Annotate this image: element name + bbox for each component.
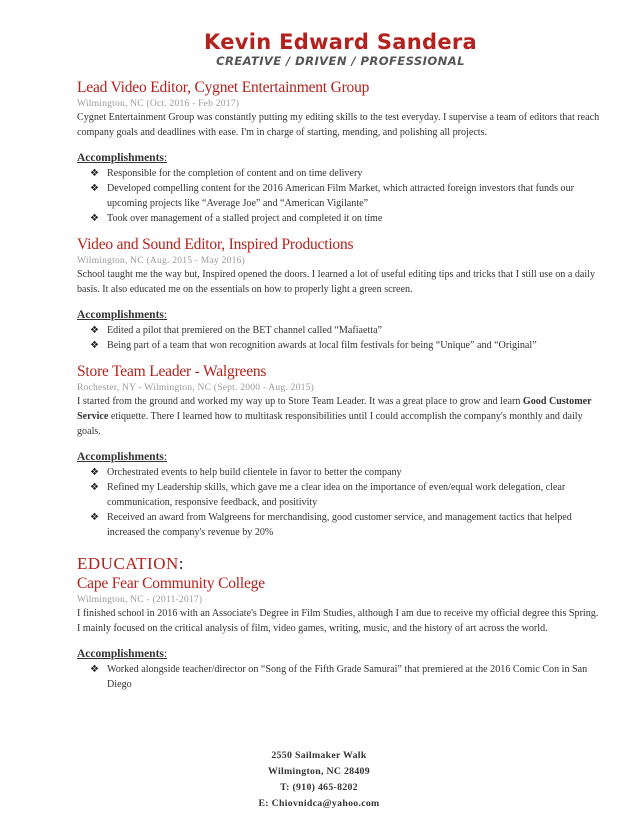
- list-item: ❖ Responsible for the completion of content and on time delivery: [90, 168, 363, 179]
- education-entry: [77, 575, 604, 692]
- job-description: I started from the ground and worked my way up to Store Team Leader. It was a great place to grow and learn Good Customer Service etiquette. There I learned how to multitask responsibilities until I could accomplish the company's monthly and daily goals.: [77, 396, 592, 437]
- job-entry: [77, 236, 604, 353]
- accomplishments-list: [77, 323, 604, 353]
- job-title: Video and Sound Editor, Inspired Productions: [77, 236, 354, 253]
- school-meta: Wilmington, NC - (2011-2017): [77, 594, 203, 605]
- list-item: ❖ Received an award from Walgreens for merchandising, good customer service, and management tactics that helped increased the company's revenue by 20%: [90, 512, 572, 538]
- list-item: ❖ Edited a pilot that premiered on the BET channel called “Mafiaetta”: [90, 325, 383, 336]
- diamond-bullet-icon: ❖: [90, 168, 99, 179]
- accomplishments-list: [77, 662, 604, 692]
- accomplishments-heading: Accomplishments:: [77, 309, 168, 321]
- list-item: ❖ Worked alongside teacher/director on “Song of the Fifth Grade Samurai” that premiered at the 2016 Comic Con in San Diego: [90, 664, 588, 690]
- list-item: ❖ Refined my Leadership skills, which gave me a clear idea on the importance of even/equal work delegation, clear communication, responsive feedback, and positivity: [90, 482, 566, 508]
- diamond-bullet-icon: ❖: [90, 340, 99, 351]
- job-entry: [77, 79, 604, 226]
- contact-footer: [0, 748, 638, 812]
- phone-number: T: (910) 465-8202: [280, 782, 358, 793]
- accomplishments-list: [77, 465, 604, 540]
- emphasis-text: Good Customer Service: [77, 396, 592, 422]
- email-address: E: Chiovnidca@yahoo.com: [258, 798, 380, 809]
- accomplishments-list: [77, 166, 604, 226]
- school-name: Cape Fear Community College: [77, 575, 265, 592]
- diamond-bullet-icon: ❖: [90, 664, 99, 675]
- diamond-bullet-icon: ❖: [90, 183, 99, 194]
- job-description: Cygnet Entertainment Group was constantly putting my editing skills to the test everyday. I supervise a team of editors that reach company goals and deadlines with ease. I'm in charge of starting, mending, and polishing all projects.: [77, 112, 600, 138]
- diamond-bullet-icon: ❖: [90, 482, 99, 493]
- job-title: Lead Video Editor, Cygnet Entertainment Group: [77, 79, 370, 96]
- list-item: ❖ Being part of a team that won recognition awards at local film festivals for being “Unique” and “Original”: [90, 340, 537, 351]
- section-heading-education: EDUCATION:: [77, 554, 185, 573]
- job-title: Store Team Leader - Walgreens: [77, 363, 267, 380]
- accomplishments-heading: Accomplishments:: [77, 648, 168, 660]
- address-street: 2550 Sailmaker Walk: [271, 750, 367, 761]
- list-item: ❖ Orchestrated events to help build clientele in favor to better the company: [90, 467, 402, 478]
- diamond-bullet-icon: ❖: [90, 325, 99, 336]
- job-meta: Wilmington, NC (Oct. 2016 - Feb 2017): [77, 98, 240, 109]
- accomplishments-heading: Accomplishments:: [77, 152, 168, 164]
- diamond-bullet-icon: ❖: [90, 213, 99, 224]
- diamond-bullet-icon: ❖: [90, 512, 99, 523]
- accomplishments-heading: Accomplishments:: [77, 451, 168, 463]
- list-item: ❖ Developed compelling content for the 2016 American Film Market, which attracted foreign investors that funds our upcoming projects like “Average Joe” and “American Vigilante”: [90, 183, 574, 209]
- diamond-bullet-icon: ❖: [90, 467, 99, 478]
- address-city: Wilmington, NC 28409: [268, 766, 370, 777]
- resume-tagline: CREATIVE / DRIVEN / PROFESSIONAL: [216, 54, 465, 68]
- job-description: School taught me the way but, Inspired opened the doors. I learned a lot of useful editing tips and tricks that I still use on a daily basis. It also educated me on the essentials on how to properly light a green screen.: [77, 269, 596, 295]
- job-entry: [77, 363, 604, 540]
- list-item: ❖ Took over management of a stalled project and completed it on time: [90, 213, 383, 224]
- resume-page: [77, 30, 604, 692]
- school-description: I finished school in 2016 with an Associate's Degree in Film Studies, although I am due to receive my official degree this Spring. I mainly focused on the critical analysis of film, video games, writing, music, and the history of art across the world.: [77, 608, 599, 634]
- resume-name: Kevin Edward Sandera: [204, 30, 477, 54]
- job-meta: Rochester, NY - Wilmington, NC (Sept. 2000 - Aug. 2015): [77, 382, 314, 393]
- job-meta: Wilmington, NC (Aug. 2015 - May 2016): [77, 255, 245, 266]
